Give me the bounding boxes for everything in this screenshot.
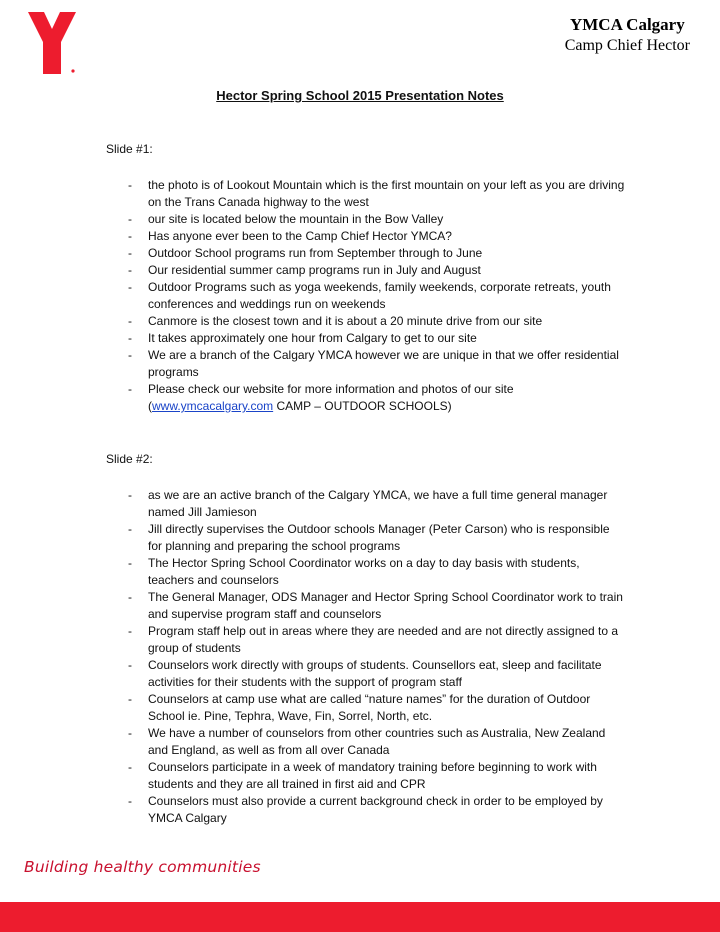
ymca-logo-icon — [28, 12, 76, 74]
list-item-text: Outdoor Programs such as yoga weekends, family weekends, corporate retreats, youth conferences and weddings run on weekends — [148, 280, 611, 311]
list-item-text: It takes approximately one hour from Calgary to get to our site — [148, 331, 477, 345]
list-item: - Counselors must also provide a current background check in order to be employed by YMCA Calgary — [128, 794, 603, 825]
list-item: - our site is located below the mountain in the Bow Valley — [128, 212, 444, 226]
list-item-text: Counselors work directly with groups of students. Counsellors eat, sleep and facilitate activities for their students with the support of program staff — [148, 658, 602, 689]
list-item: - the photo is of Lookout Mountain which is the first mountain on your left as you are driving on the Trans Canada highway to the west — [128, 178, 625, 209]
org-header — [565, 14, 690, 56]
list-item-text: Our residential summer camp programs run in July and August — [148, 263, 481, 277]
list-item: - as we are an active branch of the Calgary YMCA, we have a full time general manager named Jill Jamieson — [128, 488, 608, 519]
footer-tagline: Building healthy communities — [24, 858, 261, 876]
list-item-text: The Hector Spring School Coordinator works on a day to day basis with students, teachers and counselors — [148, 556, 580, 587]
list-item-text: Jill directly supervises the Outdoor schools Manager (Peter Carson) who is responsible for planning and preparing the school programs — [148, 522, 610, 553]
list-item-text: Outdoor School programs run from September through to June — [148, 246, 483, 260]
list-item: - Outdoor School programs run from September through to June — [128, 246, 483, 260]
list-item: - Has anyone ever been to the Camp Chief Hector YMCA? — [128, 229, 452, 243]
list-item: - Program staff help out in areas where they are needed and are not directly assigned to a group of students — [128, 624, 619, 655]
link-open-paren: ( — [148, 399, 152, 413]
document-body — [106, 141, 626, 827]
link-suffix: CAMP – OUTDOOR SCHOOLS) — [273, 399, 452, 413]
list-item-text: The General Manager, ODS Manager and Hector Spring School Coordinator work to train and supervise program staff and counselors — [148, 590, 623, 621]
slide-2-list — [106, 487, 626, 827]
list-item-text: Program staff help out in areas where they are needed and are not directly assigned to a group of students — [148, 624, 619, 655]
list-item-text: We have a number of counselors from other countries such as Australia, New Zealand and England, as well as from all over Canada — [148, 726, 606, 757]
list-item: - Jill directly supervises the Outdoor schools Manager (Peter Carson) who is responsible for planning and preparing the school programs — [128, 522, 610, 553]
list-item: - We have a number of counselors from other countries such as Australia, New Zealand and England, as well as from all over Canada — [128, 726, 606, 757]
slide-1-list — [106, 177, 626, 415]
list-item-text: Counselors must also provide a current background check in order to be employed by YMCA Calgary — [148, 794, 603, 825]
list-item: - Counselors work directly with groups of students. Counsellors eat, sleep and facilitate activities for their students with the support of program staff — [128, 658, 602, 689]
list-item: - Our residential summer camp programs run in July and August — [128, 263, 481, 277]
list-item: - The General Manager, ODS Manager and Hector Spring School Coordinator work to train and supervise program staff and counselors — [128, 590, 623, 621]
list-item: - Counselors at camp use what are called “nature names” for the duration of Outdoor School ie. Pine, Tephra, Wave, Fin, Sorrel, North, etc. — [128, 692, 591, 723]
list-item-text: Has anyone ever been to the Camp Chief Hector YMCA? — [148, 229, 452, 243]
list-item: - It takes approximately one hour from Calgary to get to our site — [128, 331, 477, 345]
list-item: - Canmore is the closest town and it is about a 20 minute drive from our site — [128, 314, 543, 328]
footer-bar — [0, 902, 720, 932]
list-item: - Outdoor Programs such as yoga weekends, family weekends, corporate retreats, youth conferences and weddings run on weekends — [128, 280, 611, 311]
slide-1-label: Slide #1: — [106, 142, 153, 156]
list-item: - The Hector Spring School Coordinator works on a day to day basis with students, teachers and counselors — [128, 556, 580, 587]
list-item-text: the photo is of Lookout Mountain which is the first mountain on your left as you are driving on the Trans Canada highway to the west — [148, 178, 625, 209]
list-item-text: Please check our website for more information and photos of our site — [148, 382, 514, 396]
website-link[interactable]: www.ymcacalgary.com — [152, 399, 274, 413]
camp-name: Camp Chief Hector — [564, 37, 690, 54]
list-item-text: We are a branch of the Calgary YMCA however we are unique in that we offer residential programs — [148, 348, 619, 379]
document-title: Hector Spring School 2015 Presentation Notes — [216, 88, 504, 103]
list-item-text: our site is located below the mountain in the Bow Valley — [148, 212, 444, 226]
list-item: - Counselors participate in a week of mandatory training before beginning to work with students and they are all trained in first aid and CPR — [128, 760, 597, 791]
list-item-text: as we are an active branch of the Calgary YMCA, we have a full time general manager named Jill Jamieson — [148, 488, 608, 519]
list-item-text: Counselors at camp use what are called “nature names” for the duration of Outdoor School ie. Pine, Tephra, Wave, Fin, Sorrel, North, etc. — [148, 692, 591, 723]
org-name: YMCA Calgary — [569, 15, 685, 34]
slide-2-label: Slide #2: — [106, 452, 153, 466]
list-item-text: Counselors participate in a week of mandatory training before beginning to work with students and they are all trained in first aid and CPR — [148, 760, 597, 791]
list-item: - We are a branch of the Calgary YMCA however we are unique in that we offer residential programs — [128, 348, 619, 379]
list-item: - Please check our website for more information and photos of our site (www.ymcacalgary.com CAMP – OUTDOOR SCHOOLS) — [128, 382, 514, 413]
list-item-text: Canmore is the closest town and it is about a 20 minute drive from our site — [148, 314, 543, 328]
